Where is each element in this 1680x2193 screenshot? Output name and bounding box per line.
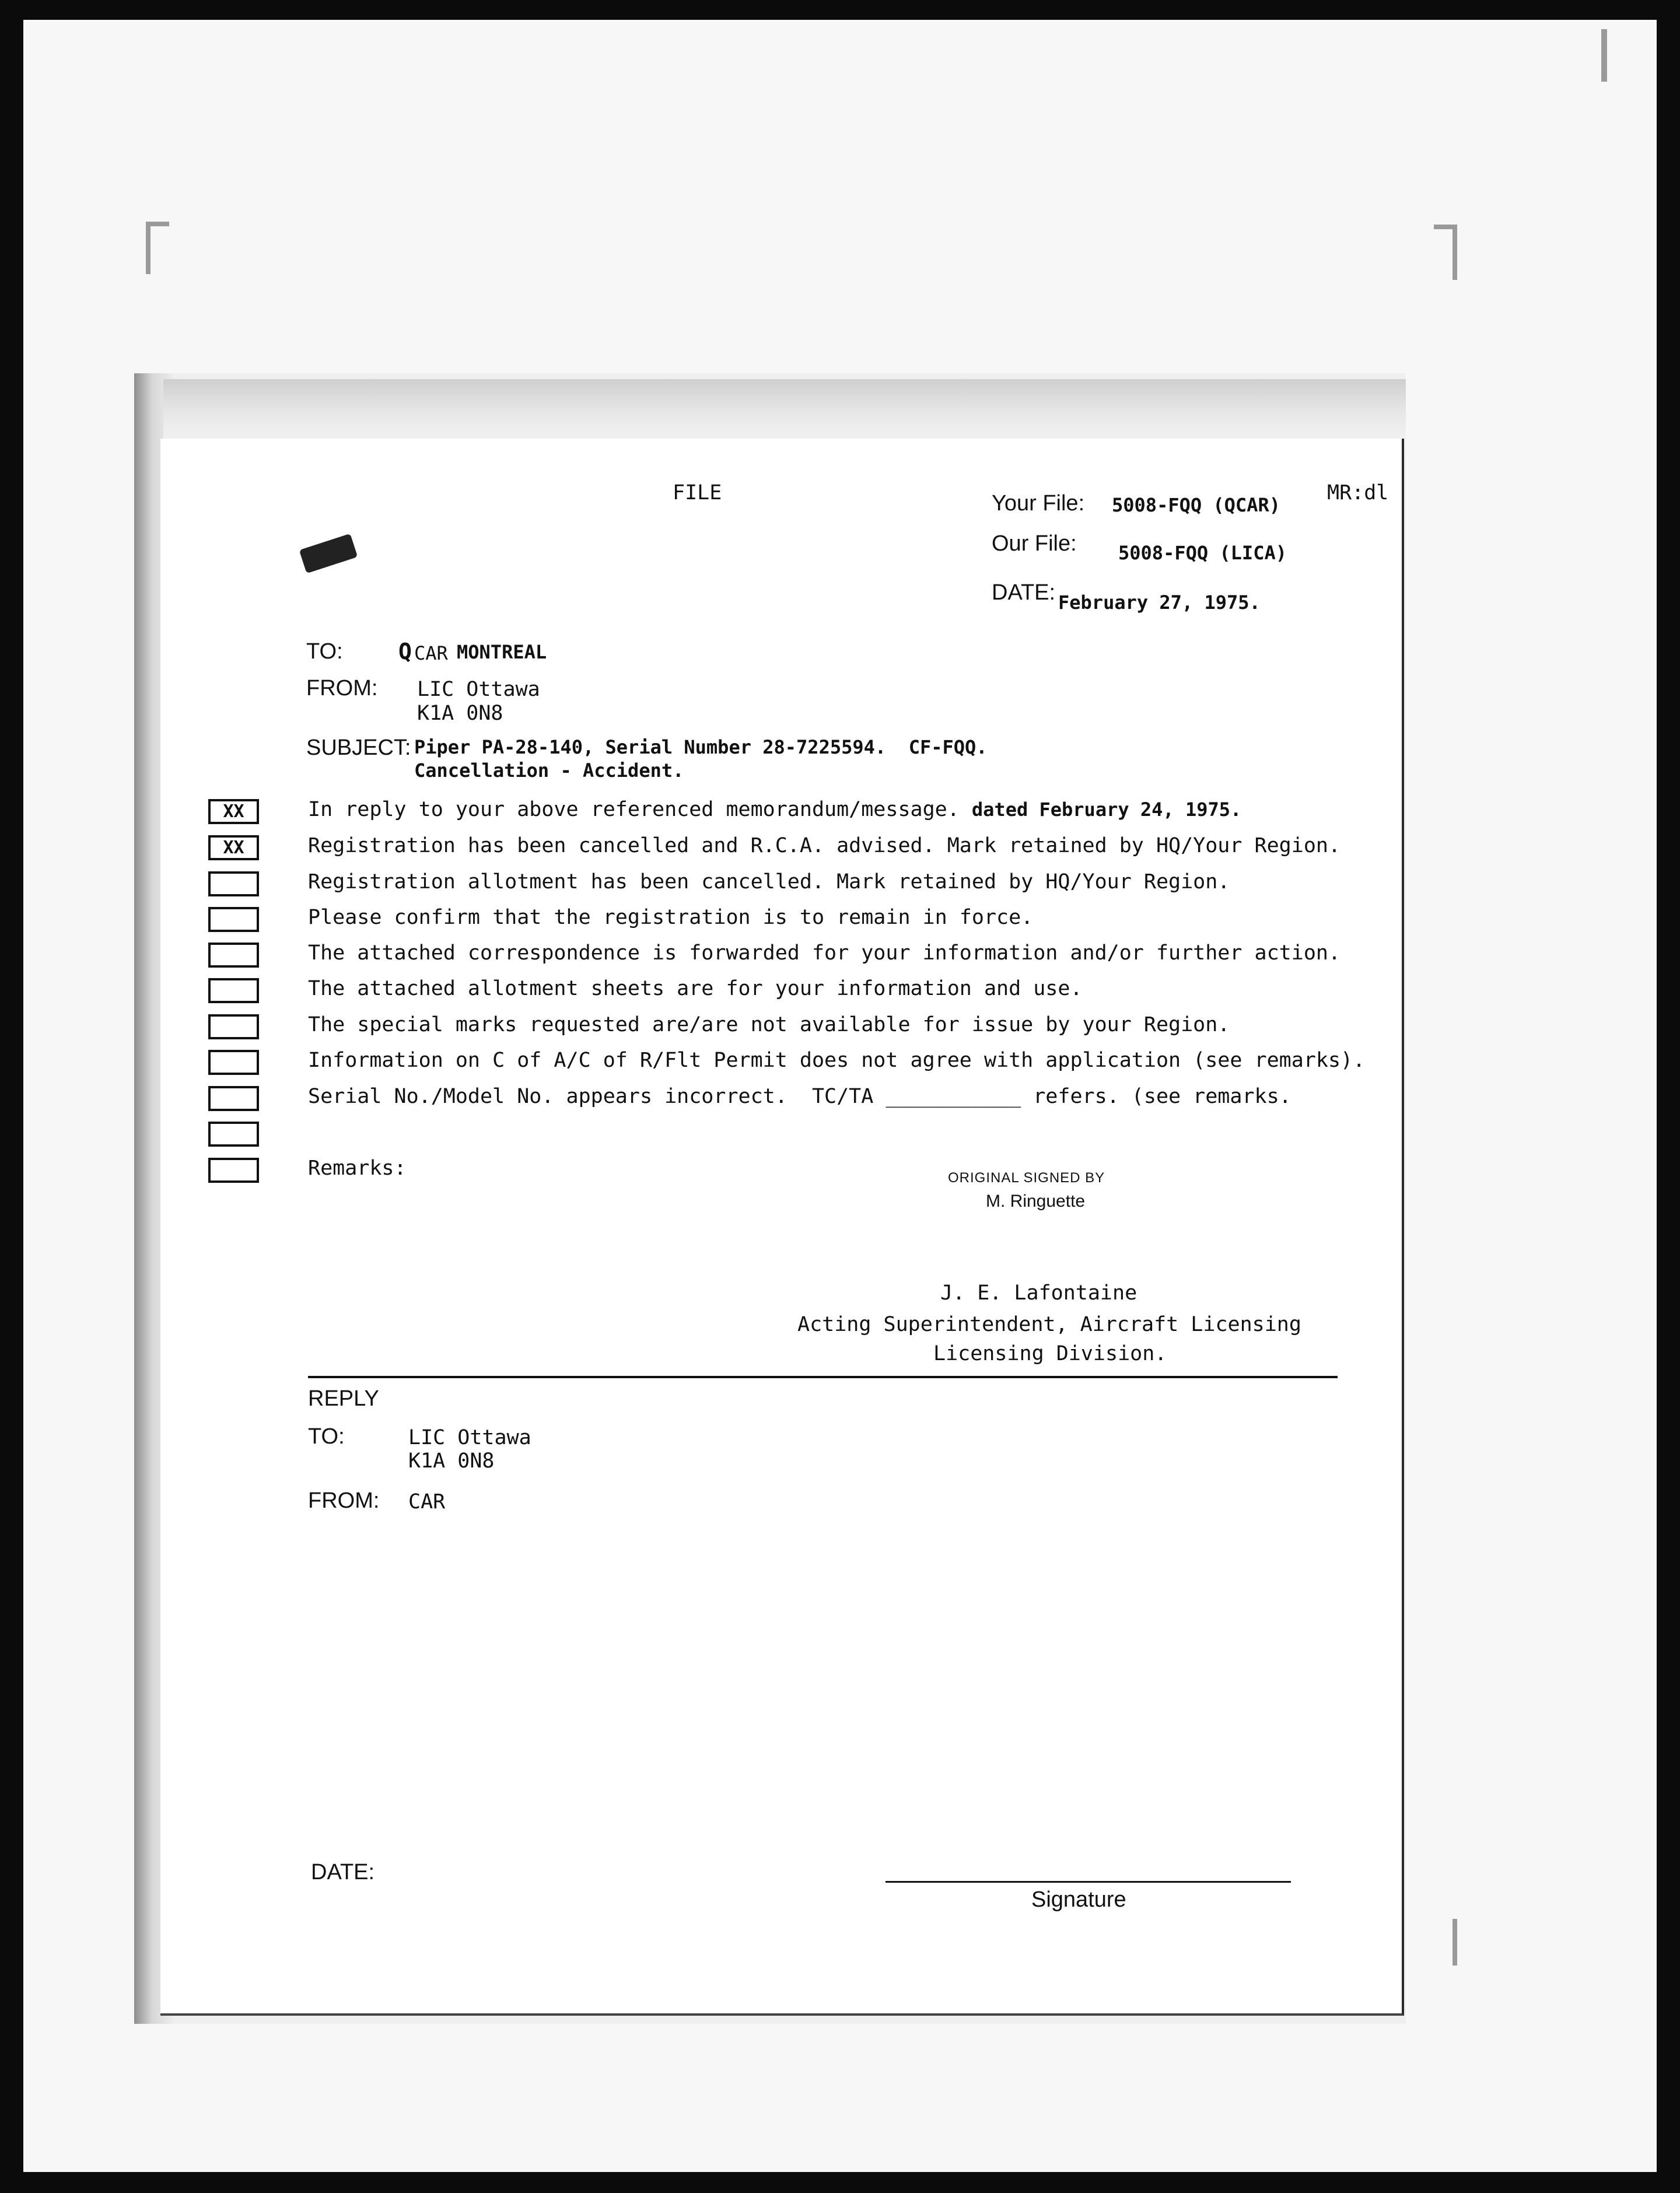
your-file-value: 5008-FQQ (QCAR): [1112, 494, 1280, 516]
checklist-text-registration-cancelled: Registration has been cancelled and R.C.A. advised. Mark retained by HQ/Your Region.: [308, 834, 1341, 857]
subject-line2: Cancellation - Accident.: [414, 759, 684, 782]
checkbox-blank-1[interactable]: [208, 1122, 259, 1147]
divider-line: [308, 1376, 1338, 1378]
reply-date-label: DATE:: [311, 1860, 375, 1884]
reply-from-label: FROM:: [308, 1488, 380, 1513]
subject-line1: Piper PA-28-140, Serial Number 28-7225594. CF-FQQ.: [414, 736, 988, 758]
checkbox-allotment-sheets[interactable]: [208, 978, 259, 1003]
to-prefix: Q: [398, 639, 412, 664]
to-city: MONTREAL: [457, 641, 547, 663]
reply-to-label: TO:: [308, 1424, 345, 1449]
checkbox-allotment-cancelled[interactable]: [208, 871, 259, 896]
signatory-division: Licensing Division.: [933, 1342, 1167, 1365]
remarks-label: Remarks:: [308, 1157, 407, 1180]
date-value: February 27, 1975.: [1058, 591, 1261, 614]
crop-mark-top-right: [1452, 225, 1457, 280]
signatory-title: Acting Superintendent, Aircraft Licensing: [797, 1313, 1301, 1336]
your-file-label: Your File:: [992, 491, 1085, 516]
reply-from-value: CAR: [408, 1490, 446, 1514]
subject-label: SUBJECT:: [306, 735, 411, 760]
crop-mark-bottom-right: [1452, 1919, 1457, 1966]
crop-mark-top-edge: [1601, 29, 1607, 82]
crop-mark-top-left: [146, 222, 150, 274]
checklist-text-confirm-registration: Please confirm that the registration is to remain in force.: [308, 906, 1034, 929]
checklist-text-correspondence: The attached correspondence is forwarded for your information and/or further action.: [308, 941, 1341, 965]
date-label: DATE:: [992, 580, 1056, 605]
reply-to-line1: LIC Ottawa: [408, 1426, 531, 1449]
from-line2: K1A 0N8: [417, 702, 503, 725]
checklist-item: [308, 798, 1241, 821]
checkbox-special-marks[interactable]: [208, 1014, 259, 1039]
signatory-name: J. E. Lafontaine: [940, 1281, 1138, 1305]
initials: MR:dl: [1327, 481, 1389, 505]
checkbox-correspondence[interactable]: [208, 943, 259, 968]
to-car: CAR: [414, 642, 448, 664]
reply-to-line2: K1A 0N8: [408, 1449, 495, 1473]
from-label: FROM:: [306, 676, 378, 700]
checklist-addendum: dated February 24, 1975.: [971, 798, 1242, 821]
checkbox-blank-2[interactable]: [208, 1158, 259, 1183]
our-file-label: Our File:: [992, 531, 1077, 556]
checklist-text-info-mismatch: Information on C of A/C of R/Flt Permit does not agree with application (see remarks).: [308, 1049, 1366, 1072]
reply-heading: REPLY: [308, 1386, 379, 1411]
checklist-text-allotment-sheets: The attached allotment sheets are for your information and use.: [308, 977, 1083, 1000]
from-line1: LIC Ottawa: [417, 678, 540, 701]
checklist-text-serial-incorrect: Serial No./Model No. appears incorrect. TC/TA ___________ refers. (see remarks.: [308, 1085, 1292, 1108]
stamp-original-signed: ORIGINAL SIGNED BY: [948, 1170, 1105, 1186]
crop-mark-top-right-h: [1434, 225, 1457, 229]
checkbox-reply[interactable]: XX: [208, 799, 259, 824]
memo-page: [160, 439, 1404, 2016]
file-label: FILE: [673, 481, 722, 505]
our-file-value: 5008-FQQ (LICA): [1118, 542, 1287, 564]
stamp-signer: M. Ringuette: [986, 1192, 1086, 1211]
checklist-text-allotment-cancelled: Registration allotment has been cancelled. Mark retained by HQ/Your Region.: [308, 870, 1230, 894]
checklist-text-special-marks: The special marks requested are/are not available for issue by your Region.: [308, 1013, 1230, 1036]
crop-mark-top-left-h: [146, 222, 169, 226]
signature-line: [886, 1881, 1291, 1883]
checkbox-confirm-registration[interactable]: [208, 907, 259, 932]
checkbox-registration-cancelled[interactable]: XX: [208, 835, 259, 860]
checkbox-serial-incorrect[interactable]: [208, 1086, 259, 1111]
checklist-text-reply: In reply to your above referenced memorandum/message.: [308, 798, 960, 821]
signature-label: Signature: [1031, 1887, 1126, 1912]
to-label: TO:: [306, 639, 343, 664]
checkbox-info-mismatch[interactable]: [208, 1050, 259, 1075]
